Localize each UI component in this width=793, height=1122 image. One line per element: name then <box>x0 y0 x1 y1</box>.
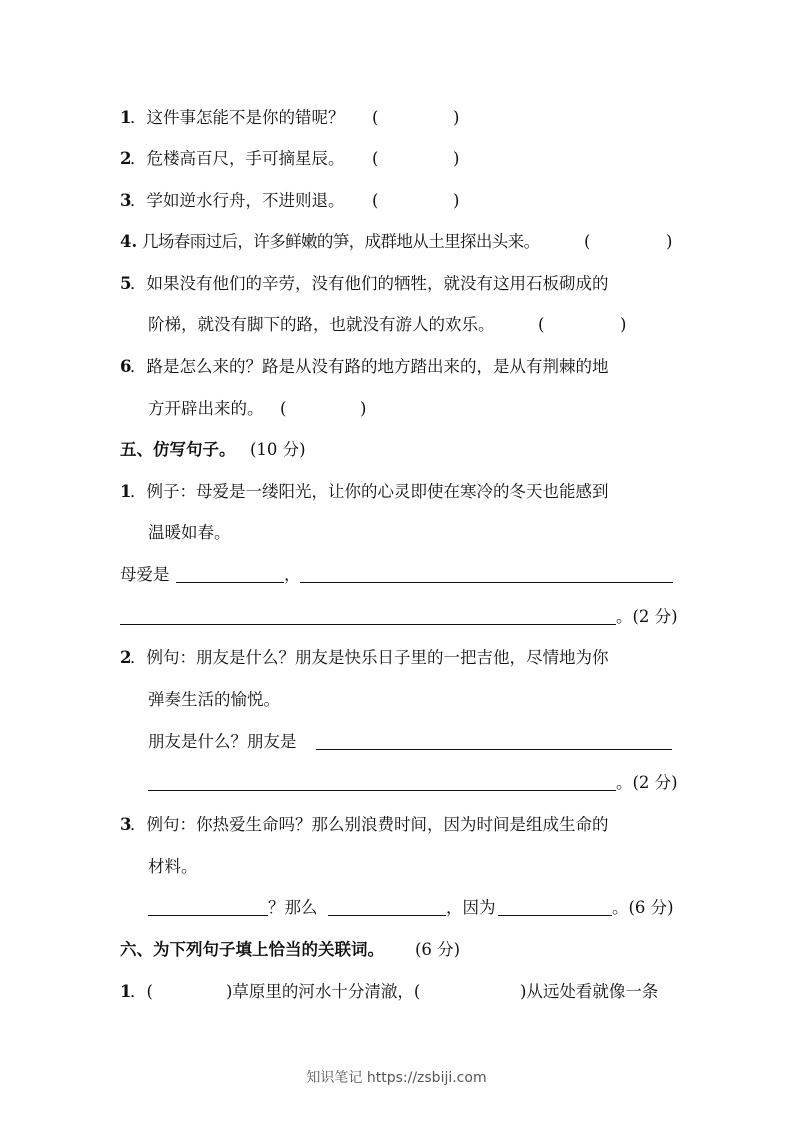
section-title: 五、仿写句子。 <box>120 440 236 459</box>
item-number: 2 <box>120 149 132 168</box>
item-number: 1 <box>120 482 132 501</box>
item-text-cont: 材料。 <box>148 857 198 876</box>
answer-paren-close: ) <box>453 191 460 210</box>
answer-paren-close: ) <box>666 232 673 251</box>
answer-paren-open: ( <box>280 399 287 418</box>
fill-line <box>0 893 793 923</box>
item-text: ．例句：朋友是什么？朋友是快乐日子里的一把吉他，尽情地为你 <box>130 648 609 667</box>
item-line <box>0 810 793 840</box>
item-number: 1 <box>120 108 132 127</box>
item-text: )从远处看就像一条 <box>520 982 659 1001</box>
answer-paren-open: ( <box>538 315 545 334</box>
item-continuation <box>0 852 793 882</box>
item-text-cont: 阶梯，就没有脚下的路，也就没有游人的欢乐。 <box>148 315 495 334</box>
item-text: ．( <box>130 982 153 1001</box>
answer-paren-close: ) <box>620 315 627 334</box>
item-line <box>0 103 793 133</box>
footer-watermark: 知识笔记 https://zsbiji.com <box>306 1070 487 1086</box>
item-text: ．危楼高百尺，手可摘星辰。 <box>130 149 345 168</box>
fill-line <box>0 560 793 590</box>
answer-paren-open: ( <box>372 191 379 210</box>
item-number: 6 <box>120 357 132 376</box>
item-text-cont: 弹奏生活的愉悦。 <box>148 690 280 709</box>
item-text: )草原里的河水十分清澈，( <box>226 982 421 1001</box>
item-score: 。(2 分) <box>616 607 678 626</box>
item-text: ．如果没有他们的辛劳，没有他们的牺牲，就没有这用石板砌成的 <box>130 274 609 293</box>
item-text: ．学如逆水行舟，不进则退。 <box>130 191 345 210</box>
item-line <box>0 352 793 382</box>
answer-blank[interactable] <box>300 582 673 583</box>
item-line <box>0 269 793 299</box>
item-number: 3 <box>120 815 132 834</box>
answer-paren-close: ) <box>453 108 460 127</box>
item-line <box>0 227 793 257</box>
section-score: (6 分) <box>415 940 461 959</box>
section-score: (10 分) <box>250 440 306 459</box>
section-heading <box>0 435 793 465</box>
answer-paren-close: ) <box>360 399 367 418</box>
answer-paren-open: ( <box>372 149 379 168</box>
item-text: ．例句：你热爱生命吗？那么别浪费时间，因为时间是组成生命的 <box>130 815 609 834</box>
answer-blank[interactable] <box>148 790 616 791</box>
item-line <box>0 186 793 216</box>
item-text-cont: 方开辟出来的。 <box>148 399 264 418</box>
item-line <box>0 144 793 174</box>
item-text-cont: 温暖如春。 <box>148 523 231 542</box>
answer-blank[interactable] <box>328 915 446 916</box>
fill-label: ？那么 <box>268 898 318 917</box>
fill-line <box>0 602 793 632</box>
answer-blank[interactable] <box>120 624 616 625</box>
item-line <box>0 477 793 507</box>
fill-line <box>0 727 793 757</box>
comma: ， <box>284 565 301 584</box>
fill-label: 朋友是什么？朋友是 <box>148 732 297 751</box>
answer-blank[interactable] <box>148 915 268 916</box>
item-text: ．这件事怎能不是你的错呢？ <box>130 108 345 127</box>
item-number: 3 <box>120 191 132 210</box>
item-continuation <box>0 394 793 424</box>
answer-blank[interactable] <box>176 582 284 583</box>
answer-paren-open: ( <box>584 232 591 251</box>
item-score: 。(6 分) <box>612 898 674 917</box>
item-number: 2 <box>120 648 132 667</box>
answer-blank[interactable] <box>498 915 612 916</box>
item-continuation <box>0 685 793 715</box>
item-text: 几场春雨过后，许多鲜嫩的笋，成群地从土里探出头来。 <box>142 232 540 251</box>
item-number: 1 <box>120 982 132 1001</box>
item-continuation <box>0 310 793 340</box>
section-title: 六、为下列句子填上恰当的关联词。 <box>120 940 384 959</box>
item-continuation <box>0 518 793 548</box>
item-line <box>0 977 793 1007</box>
fill-label: ，因为 <box>446 898 496 917</box>
answer-paren-open: ( <box>372 108 379 127</box>
fill-label: 母爱是 <box>120 565 170 584</box>
item-text: ．路是怎么来的？路是从没有路的地方踏出来的，是从有荆棘的地 <box>130 357 609 376</box>
item-score: 。(2 分) <box>616 773 678 792</box>
fill-line <box>0 768 793 798</box>
answer-blank[interactable] <box>316 749 672 750</box>
item-text: ．例子：母爱是一缕阳光，让你的心灵即使在寒冷的冬天也能感到 <box>130 482 609 501</box>
section-heading <box>0 935 793 965</box>
item-number: 4. <box>120 232 138 251</box>
item-number: 5 <box>120 274 132 293</box>
answer-paren-close: ) <box>453 149 460 168</box>
item-line <box>0 643 793 673</box>
